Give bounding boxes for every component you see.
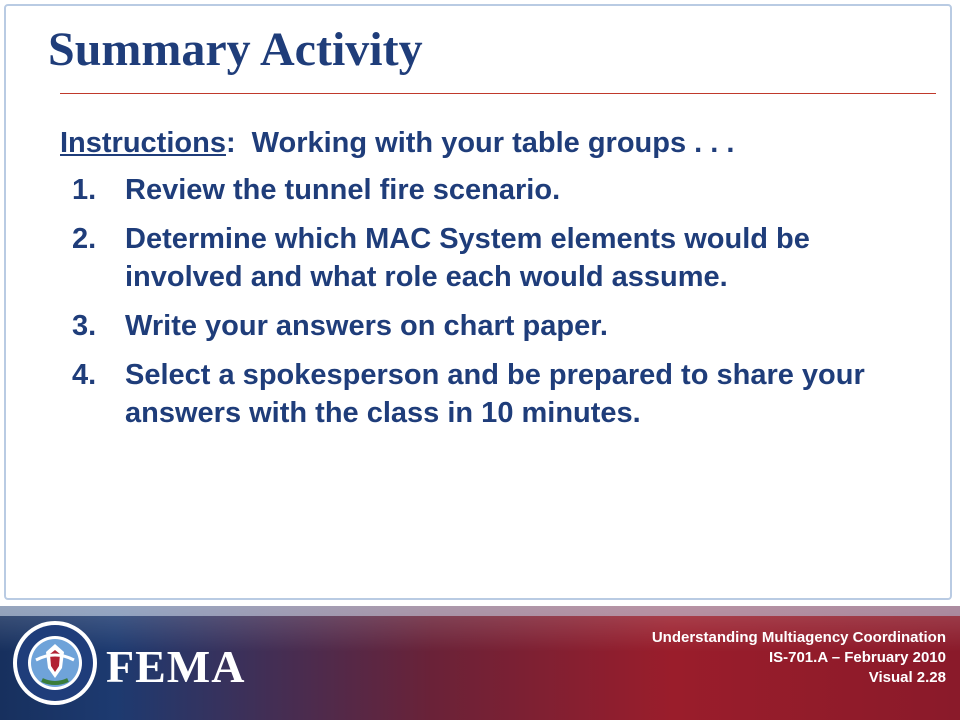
dhs-seal-icon xyxy=(12,620,98,706)
fema-logo-text: FEMA xyxy=(106,641,246,692)
step-text: Select a spokesperson and be prepared to share your answers with the class in 10 minutes. xyxy=(125,359,865,429)
fema-logo xyxy=(104,636,249,692)
step-number: 3. xyxy=(72,310,97,342)
step-number: 4. xyxy=(72,359,97,391)
footer-banner xyxy=(0,606,960,720)
title-divider xyxy=(60,93,936,94)
list-item xyxy=(60,307,920,345)
instructions-label: Instructions xyxy=(60,127,226,159)
step-number: 2. xyxy=(72,223,97,255)
instructions-colon: : xyxy=(225,127,236,159)
list-item xyxy=(60,220,920,296)
slide-title: Summary Activity xyxy=(48,23,423,76)
steps-list xyxy=(60,171,920,432)
course-info xyxy=(652,628,946,688)
course-id: IS-701.A – February 2010 xyxy=(768,649,946,666)
step-text: Write your answers on chart paper. xyxy=(125,310,608,342)
step-number: 1. xyxy=(72,174,97,206)
list-item xyxy=(60,356,920,432)
list-item xyxy=(60,171,920,209)
footer-stripe xyxy=(0,606,960,616)
instructions-text: Working with your table groups . . . xyxy=(251,127,735,159)
instructions-line xyxy=(60,125,920,161)
course-title: Understanding Multiagency Coordination xyxy=(651,629,946,646)
visual-number: Visual 2.28 xyxy=(868,669,946,686)
slide-body xyxy=(60,125,920,432)
step-text: Determine which MAC System elements would be involved and what role each would assume. xyxy=(125,223,810,293)
step-text: Review the tunnel fire scenario. xyxy=(125,174,561,206)
